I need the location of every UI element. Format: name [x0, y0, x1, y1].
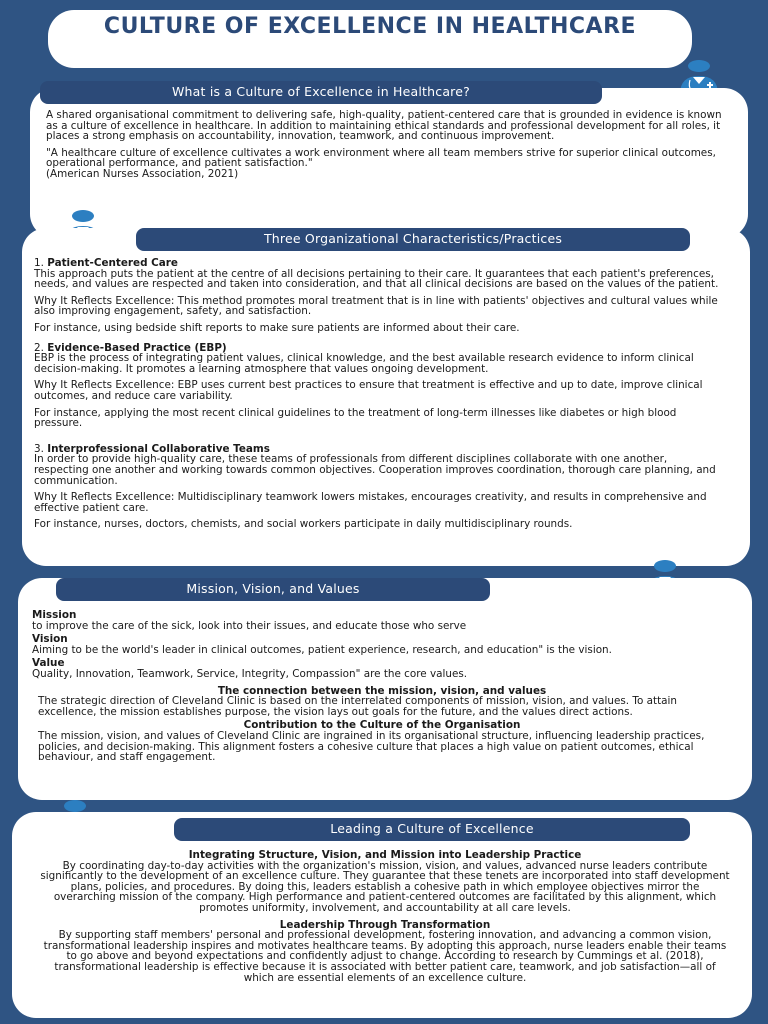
section1-para: A shared organisational commitment to delivering safe, high-quality, patient-centered care that is grounded in evidence is known as a culture of excellence in healthcare. In addition to maintaining ethical standards and professional development for all roles, it places a strong emphasis on accountability, innovation, teamwork, and continuous improvement. [46, 109, 722, 143]
connection-text: The strategic direction of Cleveland Clinic is based on the interrelated components of mission, vision, and values. To attain excellence, the mission establishes purpose, the vision lays out goals for the future, and the values direct actions. [38, 695, 677, 718]
section2-body [34, 258, 724, 530]
contribution-title: Contribution to the Culture of the Organisation [243, 719, 521, 732]
section1-quote: "A healthcare culture of excellence cultivates a work environment where all team members strive for superior clinical outcomes, operational performance, and patient satisfaction." [46, 146, 716, 170]
practice-title: Evidence-Based Practice (EBP) [47, 341, 227, 354]
section1-heading: What is a Culture of Excellence in Healthcare? [40, 81, 602, 104]
value-text: Quality, Innovation, Teamwork, Service, Integrity, Compassion" are the core values. [32, 667, 468, 680]
vision-text: Aiming to be the world's leader in clinical outcomes, patient experience, research, and education" is the vision. [32, 643, 612, 656]
section4-body [40, 850, 730, 983]
practice-item: 1. Patient-Centered Care This approach puts the patient at the centre of all decisions pertaining to their care. It guarantees that each patient's preferences, needs, and values are respected and taken into consideration, and that all clinical decisions are based on the values of the patient. Why It Reflects Excellence: This method promotes moral treatment that is in line with patients' objectives and cultural values while also improving engagement, safety, and satisfaction. For instance, using bedside shift reports to make sure patients are informed about their care. [34, 257, 719, 334]
transformation-title: Leadership Through Transformation [279, 918, 491, 931]
vision-label: Vision [32, 633, 68, 646]
integrating-text: By coordinating day-to-day activities with the organization's mission, vision, and values, advanced nurse leaders contribute significantly to the development of an excellence culture. They guarantee that these tenets are incorporated into staff development plans, policies, and procedures. By doing this, leaders establish a cohesive path in which employee objectives mirror the overarching mission of the company. High performance and patient-centered outcomes are facilitated by this alignment, which promotes uniformity, involvement, and accountability at all care levels. [40, 859, 730, 914]
practice-title: Interprofessional Collaborative Teams [47, 442, 270, 455]
section3-body [32, 610, 732, 763]
mission-text: to improve the care of the sick, look into their issues, and educate those who serve [32, 619, 467, 632]
integrating-title: Integrating Structure, Vision, and Mission into Leadership Practice [188, 849, 582, 861]
section2-heading: Three Organizational Characteristics/Practices [136, 228, 690, 251]
section1-citation: (American Nurses Association, 2021) [46, 167, 239, 180]
section1-body [46, 110, 736, 180]
practice-title: Patient-Centered Care [47, 257, 178, 269]
mission-label: Mission [32, 609, 77, 621]
section3-heading: Mission, Vision, and Values [56, 578, 490, 601]
value-label: Value [32, 657, 65, 670]
section4-heading: Leading a Culture of Excellence [174, 818, 690, 841]
page-title: CULTURE OF EXCELLENCE IN HEALTHCARE [48, 10, 692, 68]
transformation-text: By supporting staff members' personal and professional development, fostering innovation, and advancing a common vision, transformational leadership inspires and motivates healthcare teams. By adopting this approach, nurse leaders enable their teams to go above and beyond expectations and confidently adjust to change. According to research by Cummings et al. (2018), transformational leadership is effective because it is associated with better patient care, teamwork, and job satisfaction—all of which are essential elements of an excellence culture. [43, 929, 727, 984]
contribution-text: The mission, vision, and values of Cleveland Clinic are ingrained in its organisational structure, influencing leadership practices, policies, and decision-making. This alignment fosters a cohesive culture that places a high value on patient outcomes, ethical behaviour, and staff engagement. [38, 729, 705, 764]
practice-item: 3. Interprofessional Collaborative Teams In order to provide high-quality care, these teams of professionals from different disciplines collaborate with one another, respecting one another and working towards common objectives. Cooperation improves coordination, thorough care planning, and communication. Why It Reflects Excellence: Multidisciplinary teamwork lowers mistakes, encourages creativity, and results in comprehensive and effective patient care. For instance, nurses, doctors, chemists, and social workers participate in daily multidisciplinary rounds. [34, 442, 716, 531]
connection-title: The connection between the mission, vision, and values [217, 684, 547, 697]
practice-item: 2. Evidence-Based Practice (EBP) EBP is the process of integrating patient values, clinical knowledge, and the best available research evidence to inform clinical decision-making. It promotes a learning atmosphere that values ongoing development. Why It Reflects Excellence: EBP uses current best practices to ensure that treatment is effective and up to date, improve clinical outcomes, and reduce care variability. For instance, applying the most recent clinical guidelines to the treatment of long-term illnesses like diabetes or high blood pressure. [34, 341, 703, 430]
